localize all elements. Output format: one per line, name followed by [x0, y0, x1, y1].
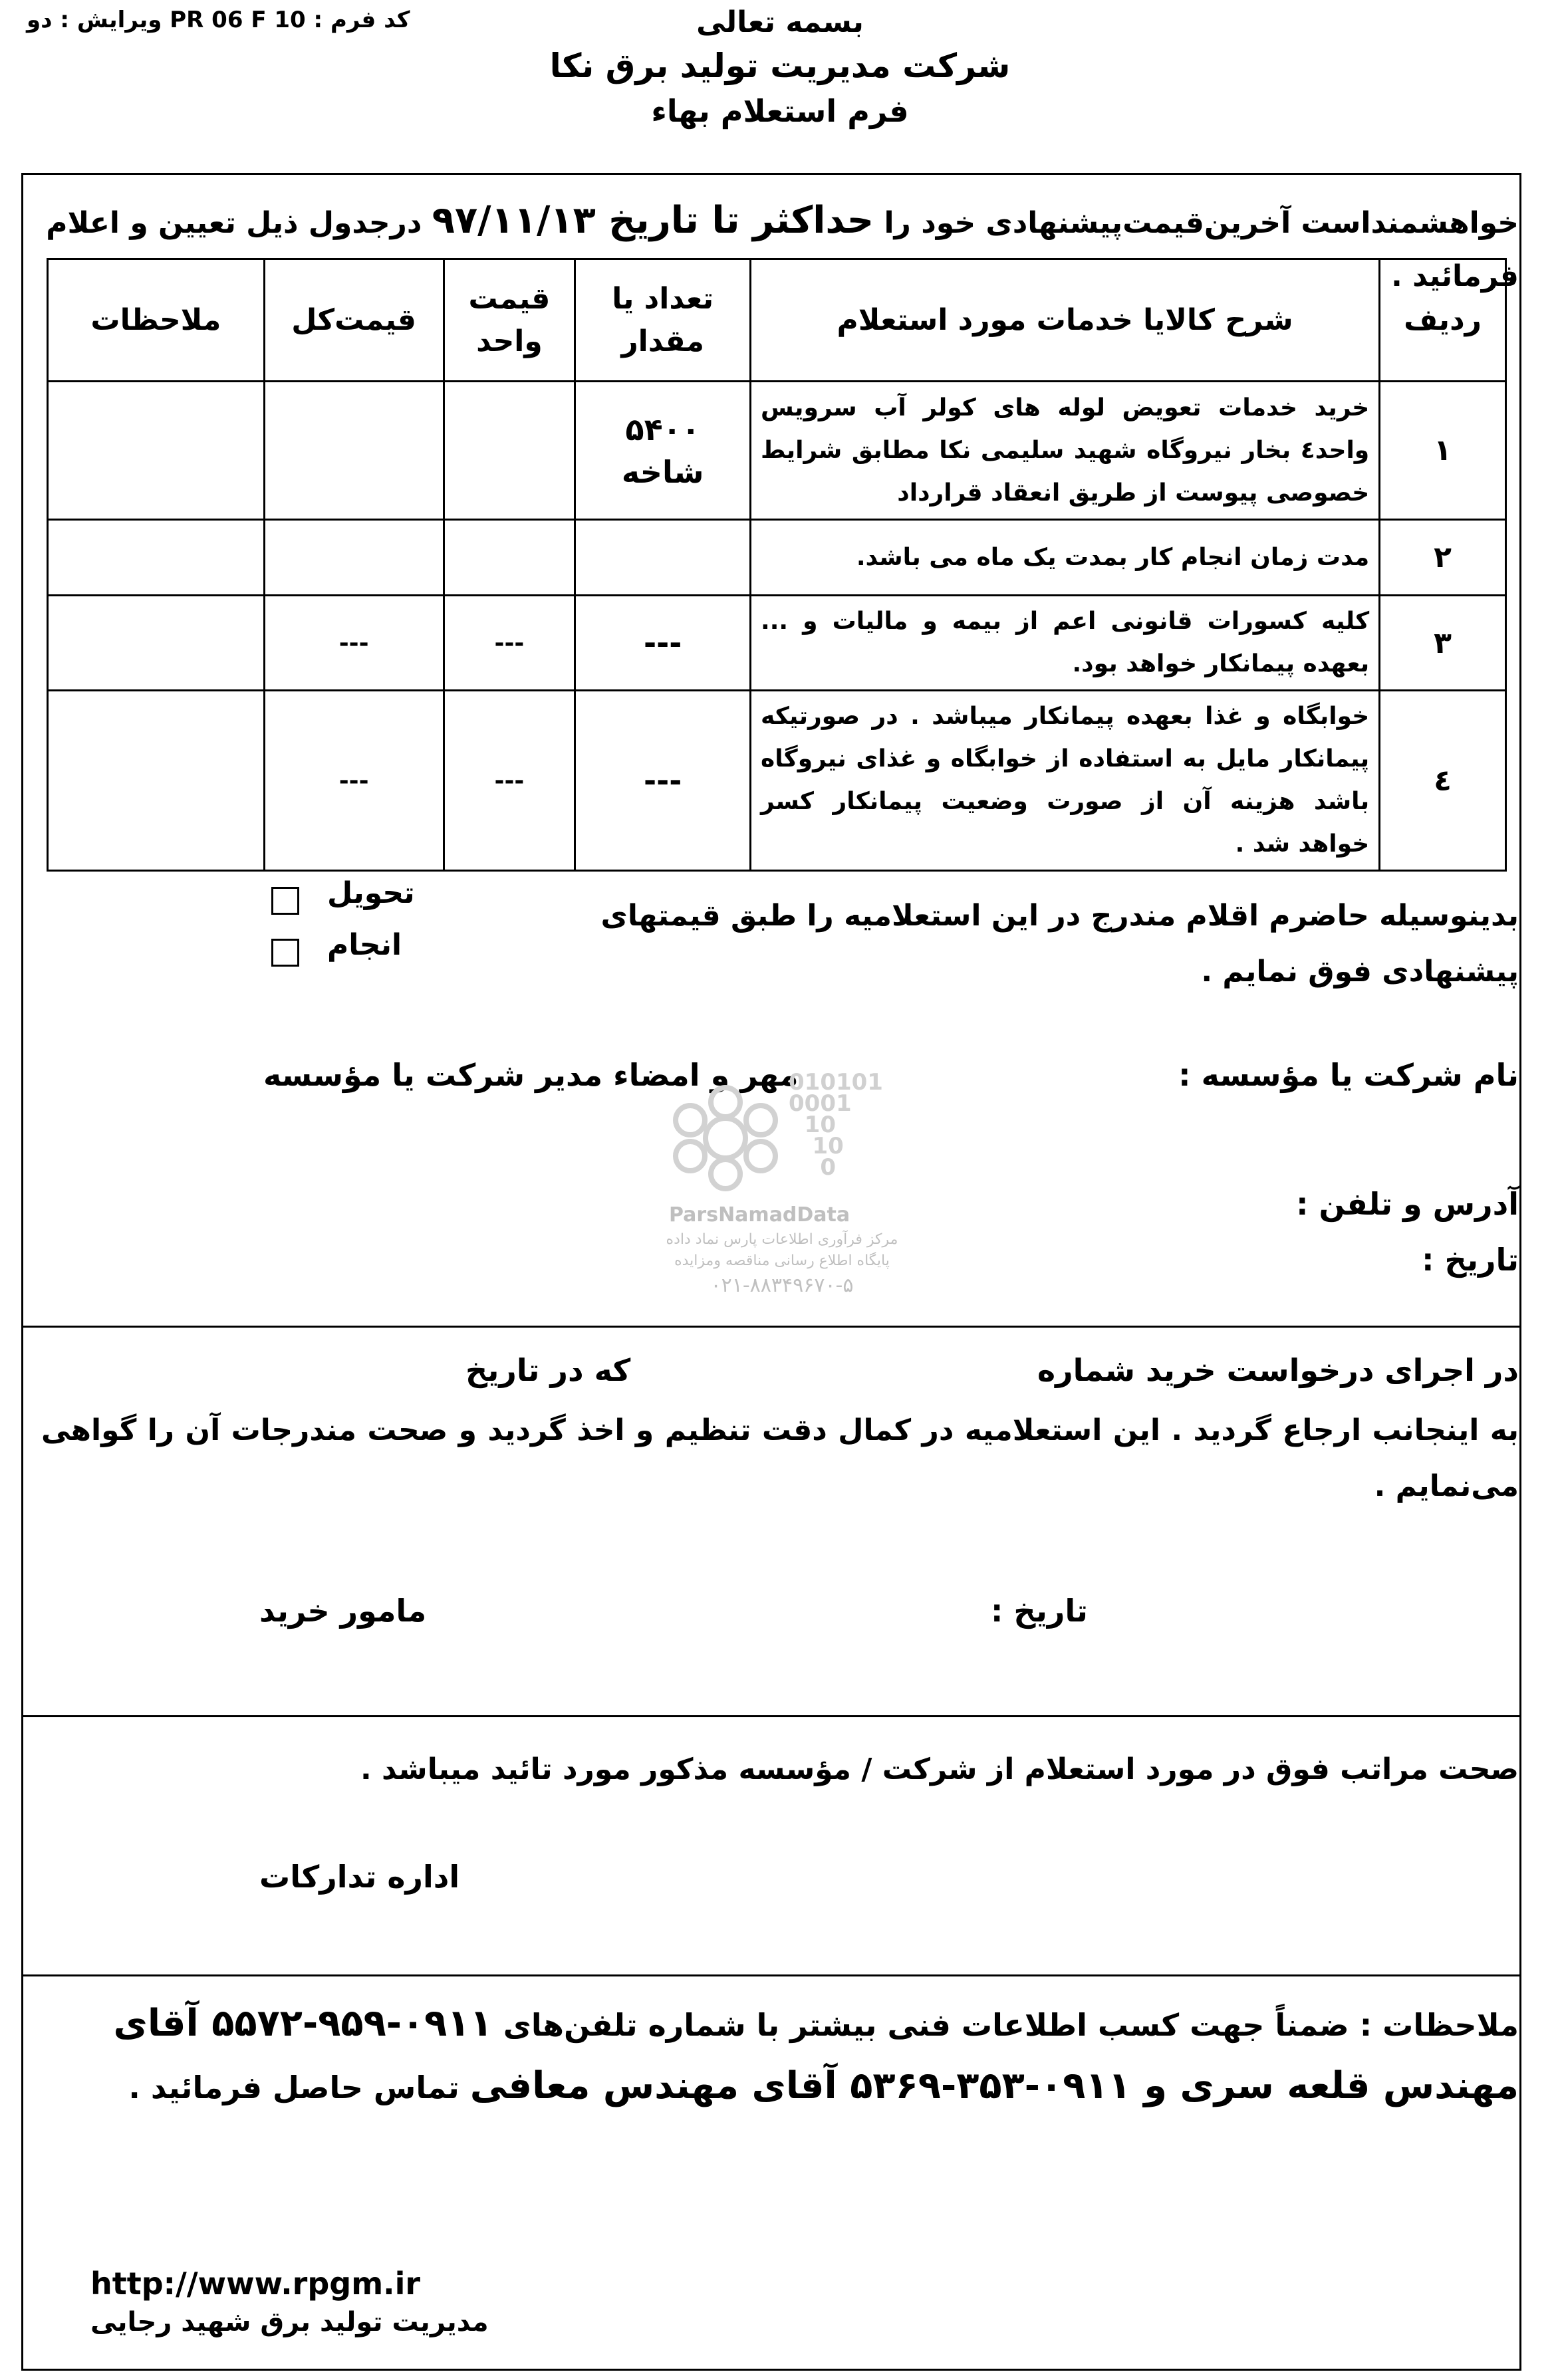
- row-notes[interactable]: [48, 382, 265, 520]
- section-divider: [21, 1974, 1521, 1976]
- stamp-binary-icon: 010101 0001 10 10 0: [789, 1069, 883, 1181]
- intro-deadline: حداکثر تا تاریخ ۹۷/۱۱/۱۳: [432, 199, 874, 242]
- stamp-line2: پایگاه اطلاع رسانی مناقصه ومزایده: [674, 1252, 890, 1269]
- row-description: مدت زمان انجام کار بمدت یک ماه می باشد.: [751, 520, 1380, 596]
- row-total-price[interactable]: [264, 382, 444, 520]
- row-description: خرید خدمات تعویض لوله های کولر آب سرویس واحد٤ بخار نیروگاه شهید سلیمی نکا مطابق شرایط خصوصی پیوست از طریق انعقاد قرارداد: [751, 382, 1380, 520]
- row-unit-price: ---: [444, 691, 575, 871]
- row-number: ۲: [1380, 520, 1506, 596]
- row-quantity: ۵۴۰۰ شاخه: [575, 382, 751, 520]
- stamp-line1: مرکز فرآوری اطلاعات پارس نماد داده: [666, 1231, 898, 1248]
- row-quantity: ---: [575, 691, 751, 871]
- table-row: [48, 596, 1506, 691]
- verification-text: صحت مراتب فوق در مورد استعلام از شرکت / مؤسسه مذکور مورد تائید میباشد .: [360, 1752, 1519, 1786]
- table-row: [48, 520, 1506, 596]
- row-notes[interactable]: [48, 520, 265, 596]
- row-notes[interactable]: [48, 596, 265, 691]
- perform-checkbox[interactable]: [271, 939, 299, 967]
- delivery-checkbox[interactable]: [271, 887, 299, 915]
- form-title: فرم استعلام بهاء: [651, 93, 909, 129]
- table-row: [48, 382, 1506, 520]
- header-unit-price: قیمت واحد: [444, 259, 575, 382]
- header-row-number: ردیف: [1380, 259, 1506, 382]
- row-number: ۳: [1380, 596, 1506, 691]
- table-row: [48, 691, 1506, 871]
- seal-label: مهر و امضاء مدیر شرکت یا مؤسسه: [263, 1057, 799, 1093]
- intro-part2: درجدول ذیل تعیین و اعلام فرمائید .: [46, 206, 1519, 293]
- row-total-price[interactable]: [264, 520, 444, 596]
- row-total-price: ---: [264, 596, 444, 691]
- notes-contact2: آقای مهندس معافی: [469, 2064, 850, 2107]
- perform-label: انجام: [327, 928, 402, 962]
- footer-company: مدیریت تولید برق شهید رجایی: [90, 2307, 489, 2337]
- stamp-brand: ParsNamadData: [669, 1203, 850, 1227]
- table-header-row: [48, 259, 1506, 382]
- section-divider: [21, 1715, 1521, 1717]
- row-quantity: ---: [575, 596, 751, 691]
- row-unit-price[interactable]: [444, 520, 575, 596]
- date-label: تاریخ :: [1422, 1242, 1519, 1278]
- delivery-label: تحویل: [327, 876, 415, 910]
- address-label: آدرس و تلفن :: [1296, 1186, 1519, 1222]
- row-unit-price[interactable]: [444, 382, 575, 520]
- company-name-label: نام شرکت یا مؤسسه :: [1178, 1057, 1519, 1093]
- header-description: شرح کالایا خدمات مورد استعلام: [751, 259, 1380, 382]
- row-number: ٤: [1380, 691, 1506, 871]
- inquiry-table: [47, 258, 1507, 872]
- row-total-price: ---: [264, 691, 444, 871]
- purchase-request-label: در اجرای درخواست خرید شماره: [1037, 1352, 1519, 1388]
- purchase-statement: به اینجانب ارجاع گردید . این استعلامیه در کمال دقت تنظیم و اخذ گردید و صحت مندرجات آن را گواهی می‌نمایم .: [41, 1413, 1519, 1503]
- row-notes[interactable]: [48, 691, 265, 871]
- row-unit-price: ---: [444, 596, 575, 691]
- website-link[interactable]: http://www.rpgm.ir: [90, 2266, 421, 2302]
- purchase-date-field-label: تاریخ :: [991, 1593, 1088, 1629]
- purchase-officer-label: مامور خرید: [259, 1593, 427, 1629]
- header-total-price: قیمت‌کل: [264, 259, 444, 382]
- header-notes: ملاحظات: [48, 259, 265, 382]
- row-number: ۱: [1380, 382, 1506, 520]
- stamp-flower-icon: [662, 1072, 789, 1205]
- notes-contact1: آقای مهندس قلعه سری: [113, 2002, 1519, 2107]
- purchase-date-label: که در تاریخ: [465, 1352, 631, 1388]
- watermark-stamp: [662, 1069, 908, 1311]
- procurement-dept: اداره تدارکات: [259, 1859, 460, 1895]
- notes-text: [41, 1993, 1519, 2118]
- notes-part2: تماس حاصل فرمائید .: [128, 2070, 470, 2105]
- company-heading: شرکت مدیریت تولید برق نکا: [549, 47, 1011, 85]
- notes-and: و: [1130, 2064, 1180, 2107]
- bismillah-heading: بسمه تعالی: [696, 5, 864, 39]
- header-quantity: تعداد یا مقدار: [575, 259, 751, 382]
- form-code: کد فرم : PR 06 F 10 ویرایش : دو: [27, 7, 410, 33]
- row-quantity: [575, 520, 751, 596]
- notes-phone1: ۰۹۱۱-۹۵۹-۵۵۷۲: [211, 2002, 493, 2045]
- section-divider: [21, 1326, 1521, 1328]
- row-description: کلیه کسورات قانونی اعم از بیمه و مالیات و ... بعهده پیمانکار خواهد بود.: [751, 596, 1380, 691]
- row-description: خوابگاه و غذا بعهده پیمانکار میباشد . در صورتیکه پیمانکار مایل به استفاده از خوابگاه و غذای نیروگاه باشد هزینه آن از صورت وضعیت پیمانکار کسر خواهد شد .: [751, 691, 1380, 871]
- intro-part1: خواهشمنداست آخرین‌قیمت‌پیشنهادی خود را: [874, 206, 1519, 240]
- notes-phone2: ۰۹۱۱-۳۵۳-۵۳۶۹: [850, 2064, 1131, 2107]
- commitment-text: بدینوسیله حاضرم اقلام مندرج در این استعلامیه را طبق قیمتهای پیشنهادی فوق نمایم .: [600, 899, 1519, 989]
- stamp-phone: ۰۲۱-۸۸۳۴۹۶۷۰-۵: [710, 1274, 854, 1297]
- notes-part1: ملاحظات : ضمناً جهت کسب اطلاعات فنی بیشتر با شماره تلفن‌های: [492, 2007, 1519, 2043]
